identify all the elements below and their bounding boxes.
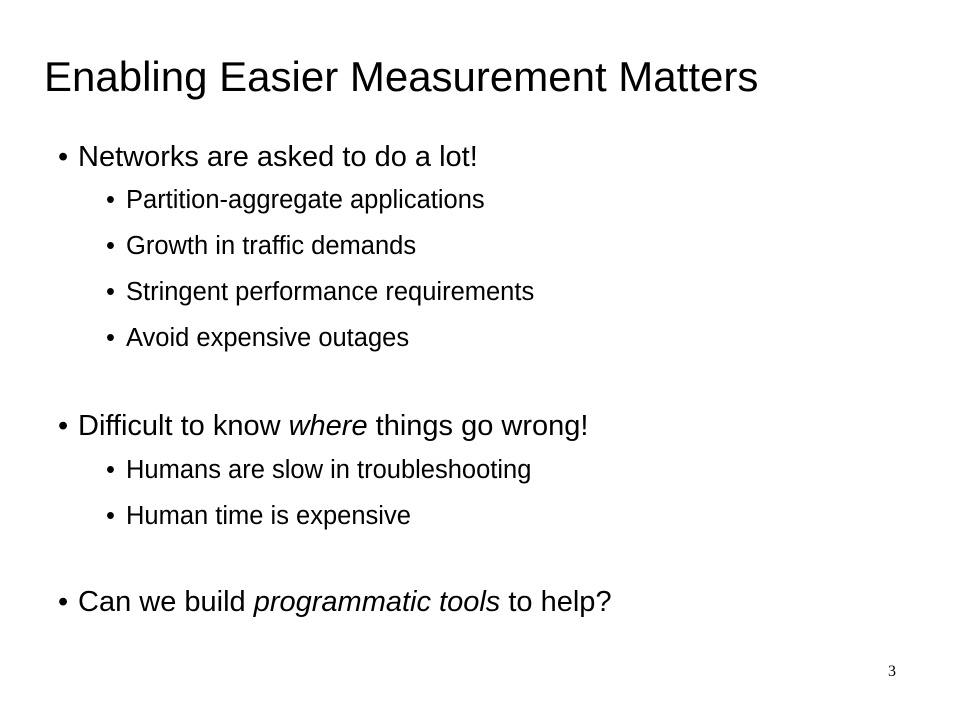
bullet-item: [58, 584, 612, 620]
bullet-icon: •: [106, 502, 115, 530]
sub-bullet-item: [106, 454, 531, 486]
bullet-icon: •: [58, 586, 69, 618]
bullet-text: Networks are asked to do a lot!: [78, 141, 478, 173]
slide-title: Enabling Easier Measurement Matters: [44, 53, 759, 100]
bullet-icon: •: [106, 456, 115, 484]
sub-bullet-text: Humans are slow in troubleshooting: [126, 456, 532, 484]
page-number: 3: [888, 663, 896, 680]
bullet-text-after: things go wrong!: [367, 410, 589, 442]
sub-bullet-text: Avoid expensive outages: [126, 324, 410, 352]
sub-bullet-item: [106, 500, 411, 532]
bullet-text-after: to help?: [500, 586, 612, 618]
sub-bullet-text: Human time is expensive: [126, 502, 411, 530]
bullet-icon: •: [58, 141, 69, 173]
sub-bullet-text: Growth in traffic demands: [126, 232, 417, 260]
sub-bullet-item: [106, 322, 409, 354]
sub-bullet-item: [106, 276, 534, 308]
sub-bullet-item: [106, 230, 416, 262]
bullet-item: [58, 139, 478, 175]
bullet-icon: •: [106, 278, 115, 306]
bullet-item: [58, 408, 588, 444]
sub-bullet-text: Stringent performance requirements: [126, 278, 535, 306]
bullet-emphasis: programmatic tools: [253, 586, 501, 618]
sub-bullet-item: [106, 184, 485, 216]
bullet-text: Difficult to know: [78, 410, 289, 442]
bullet-icon: •: [106, 186, 115, 214]
sub-bullet-text: Partition-aggregate applications: [126, 186, 485, 214]
bullet-icon: •: [106, 232, 115, 260]
bullet-icon: •: [58, 410, 69, 442]
bullet-text: Can we build: [78, 586, 254, 618]
bullet-emphasis: where: [288, 410, 368, 442]
bullet-icon: •: [106, 324, 115, 352]
